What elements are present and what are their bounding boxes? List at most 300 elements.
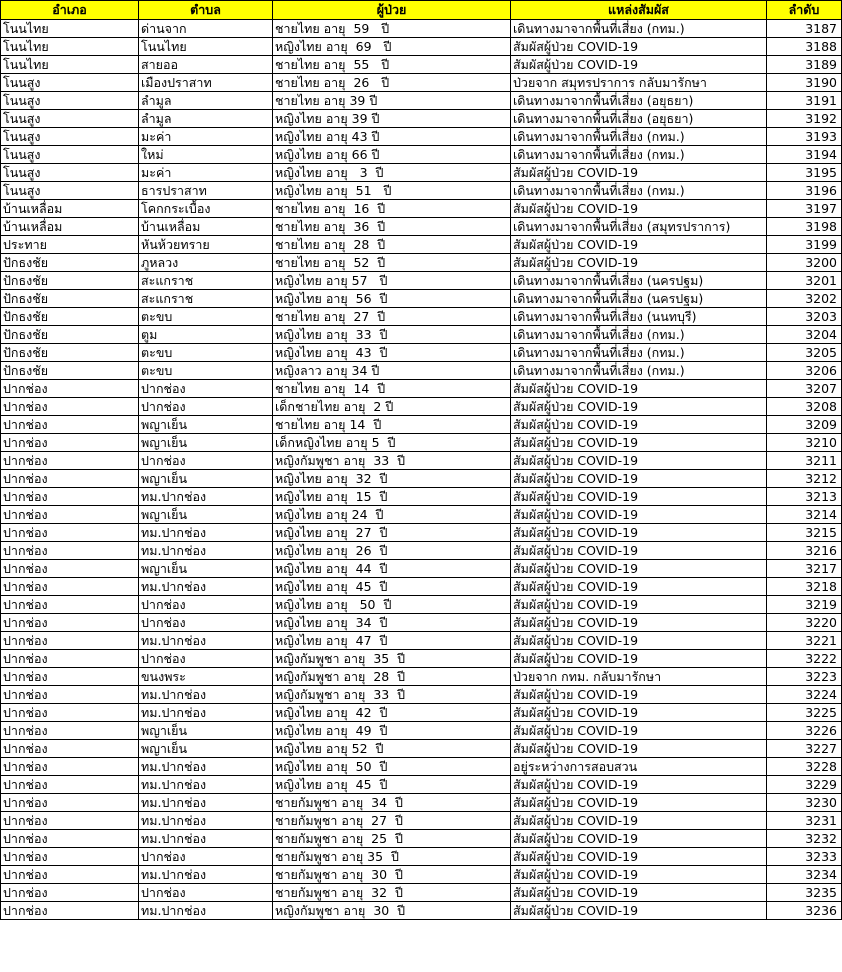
header-row	[1, 1, 842, 20]
case-number-cell: 3222	[767, 650, 842, 668]
exposure-source-cell: สัมผัสผู้ป่วย COVID-19	[511, 254, 767, 272]
exposure-source-cell: สัมผัสผู้ป่วย COVID-19	[511, 740, 767, 758]
table-row	[1, 830, 842, 848]
table-row	[1, 182, 842, 200]
subdistrict-cell: ตะขบ	[139, 308, 273, 326]
case-number-cell: 3227	[767, 740, 842, 758]
exposure-source-cell: สัมผัสผู้ป่วย COVID-19	[511, 812, 767, 830]
table-row	[1, 308, 842, 326]
district-cell: ปักธงชัย	[1, 308, 139, 326]
subdistrict-cell: พญาเย็น	[139, 722, 273, 740]
patient-cell: หญิงไทย อายุ 52 ปี	[273, 740, 511, 758]
table-row	[1, 452, 842, 470]
subdistrict-cell: โคกกระเบื้อง	[139, 200, 273, 218]
patient-cell: ชายไทย อายุ 14 ปี	[273, 380, 511, 398]
case-number-cell: 3235	[767, 884, 842, 902]
case-number-cell: 3229	[767, 776, 842, 794]
patient-cell: หญิงไทย อายุ 45 ปี	[273, 578, 511, 596]
patient-cell: ชายไทย อายุ 59 ปี	[273, 20, 511, 38]
district-cell: ปากช่อง	[1, 380, 139, 398]
district-cell: โนนสูง	[1, 146, 139, 164]
subdistrict-cell: ทม.ปากช่อง	[139, 524, 273, 542]
patient-cell: หญิงไทย อายุ 66 ปี	[273, 146, 511, 164]
table-row	[1, 344, 842, 362]
exposure-source-cell: สัมผัสผู้ป่วย COVID-19	[511, 434, 767, 452]
district-cell: ปากช่อง	[1, 704, 139, 722]
exposure-source-cell: เดินทางมาจากพื้นที่เสี่ยง (สมุทรปราการ)	[511, 218, 767, 236]
case-number-cell: 3191	[767, 92, 842, 110]
subdistrict-cell: พญาเย็น	[139, 560, 273, 578]
district-cell: ปักธงชัย	[1, 344, 139, 362]
case-number-cell: 3201	[767, 272, 842, 290]
subdistrict-cell: ปากช่อง	[139, 650, 273, 668]
district-cell: ปากช่อง	[1, 488, 139, 506]
case-number-cell: 3193	[767, 128, 842, 146]
exposure-source-cell: สัมผัสผู้ป่วย COVID-19	[511, 830, 767, 848]
case-number-cell: 3196	[767, 182, 842, 200]
table-row	[1, 254, 842, 272]
exposure-source-cell: เดินทางมาจากพื้นที่เสี่ยง (นครปฐม)	[511, 290, 767, 308]
district-cell: ปากช่อง	[1, 866, 139, 884]
exposure-source-cell: สัมผัสผู้ป่วย COVID-19	[511, 866, 767, 884]
patient-cell: หญิงไทย อายุ 32 ปี	[273, 470, 511, 488]
table-row	[1, 398, 842, 416]
district-cell: โนนสูง	[1, 182, 139, 200]
table-row	[1, 236, 842, 254]
subdistrict-cell: ใหม่	[139, 146, 273, 164]
exposure-source-cell: เดินทางมาจากพื้นที่เสี่ยง (กทม.)	[511, 146, 767, 164]
case-number-cell: 3231	[767, 812, 842, 830]
subdistrict-cell: ตะขบ	[139, 362, 273, 380]
table-row	[1, 542, 842, 560]
district-cell: บ้านเหลื่อม	[1, 218, 139, 236]
table-row	[1, 686, 842, 704]
patient-cell: ชายไทย อายุ 14 ปี	[273, 416, 511, 434]
table-row	[1, 470, 842, 488]
table-body	[1, 20, 842, 920]
table-row	[1, 416, 842, 434]
subdistrict-cell: พญาเย็น	[139, 470, 273, 488]
subdistrict-cell: ปากช่อง	[139, 380, 273, 398]
patient-cell: ชายกัมพูชา อายุ 27 ปี	[273, 812, 511, 830]
patient-cell: หญิงไทย อายุ 34 ปี	[273, 614, 511, 632]
district-cell: โนนไทย	[1, 56, 139, 74]
subdistrict-cell: ขนงพระ	[139, 668, 273, 686]
patient-cell: ชายไทย อายุ 52 ปี	[273, 254, 511, 272]
patient-cell: ชายไทย อายุ 39 ปี	[273, 92, 511, 110]
district-cell: บ้านเหลื่อม	[1, 200, 139, 218]
case-number-cell: 3216	[767, 542, 842, 560]
case-number-cell: 3195	[767, 164, 842, 182]
district-cell: โนนสูง	[1, 164, 139, 182]
table-row	[1, 776, 842, 794]
case-number-cell: 3223	[767, 668, 842, 686]
subdistrict-cell: ปากช่อง	[139, 398, 273, 416]
subdistrict-cell: ปากช่อง	[139, 596, 273, 614]
patient-cell: หญิงไทย อายุ 51 ปี	[273, 182, 511, 200]
district-cell: ปากช่อง	[1, 686, 139, 704]
case-number-cell: 3212	[767, 470, 842, 488]
patient-cell: หญิงกัมพูชา อายุ 33 ปี	[273, 452, 511, 470]
exposure-source-cell: สัมผัสผู้ป่วย COVID-19	[511, 164, 767, 182]
table-row	[1, 650, 842, 668]
subdistrict-cell: ทม.ปากช่อง	[139, 830, 273, 848]
patient-cell: ชายไทย อายุ 26 ปี	[273, 74, 511, 92]
district-cell: โนนสูง	[1, 74, 139, 92]
exposure-source-cell: เดินทางมาจากพื้นที่เสี่ยง (อยุธยา)	[511, 110, 767, 128]
exposure-source-cell: สัมผัสผู้ป่วย COVID-19	[511, 614, 767, 632]
district-cell: ปากช่อง	[1, 812, 139, 830]
table-row	[1, 146, 842, 164]
patient-cell: หญิงกัมพูชา อายุ 33 ปี	[273, 686, 511, 704]
district-cell: ปากช่อง	[1, 848, 139, 866]
table-row	[1, 326, 842, 344]
district-cell: โนนสูง	[1, 128, 139, 146]
patient-cell: ชายกัมพูชา อายุ 34 ปี	[273, 794, 511, 812]
table-row	[1, 632, 842, 650]
exposure-source-cell: สัมผัสผู้ป่วย COVID-19	[511, 236, 767, 254]
table-row	[1, 74, 842, 92]
exposure-source-cell: สัมผัสผู้ป่วย COVID-19	[511, 722, 767, 740]
case-number-cell: 3224	[767, 686, 842, 704]
exposure-source-cell: เดินทางมาจากพื้นที่เสี่ยง (นนทบุรี)	[511, 308, 767, 326]
exposure-source-cell: สัมผัสผู้ป่วย COVID-19	[511, 56, 767, 74]
subdistrict-cell: ด่านจาก	[139, 20, 273, 38]
case-number-cell: 3228	[767, 758, 842, 776]
subdistrict-cell: พญาเย็น	[139, 506, 273, 524]
subdistrict-cell: ธารปราสาท	[139, 182, 273, 200]
district-cell: ปากช่อง	[1, 452, 139, 470]
patient-cell: หญิงไทย อายุ 49 ปี	[273, 722, 511, 740]
case-number-cell: 3211	[767, 452, 842, 470]
case-number-cell: 3188	[767, 38, 842, 56]
exposure-source-cell: สัมผัสผู้ป่วย COVID-19	[511, 38, 767, 56]
district-cell: ปากช่อง	[1, 776, 139, 794]
table-row	[1, 164, 842, 182]
district-cell: ปักธงชัย	[1, 254, 139, 272]
exposure-source-cell: เดินทางมาจากพื้นที่เสี่ยง (กทม.)	[511, 182, 767, 200]
case-number-cell: 3217	[767, 560, 842, 578]
exposure-source-cell: สัมผัสผู้ป่วย COVID-19	[511, 416, 767, 434]
exposure-source-cell: สัมผัสผู้ป่วย COVID-19	[511, 686, 767, 704]
table-row	[1, 362, 842, 380]
exposure-source-cell: สัมผัสผู้ป่วย COVID-19	[511, 884, 767, 902]
patient-cell: ชายกัมพูชา อายุ 32 ปี	[273, 884, 511, 902]
patient-cell: ชายกัมพูชา อายุ 25 ปี	[273, 830, 511, 848]
district-cell: ปากช่อง	[1, 470, 139, 488]
exposure-source-cell: สัมผัสผู้ป่วย COVID-19	[511, 560, 767, 578]
table-row	[1, 200, 842, 218]
table-row	[1, 110, 842, 128]
district-cell: ปากช่อง	[1, 830, 139, 848]
table-row	[1, 506, 842, 524]
case-number-cell: 3230	[767, 794, 842, 812]
district-cell: ปักธงชัย	[1, 290, 139, 308]
header-exposure-source: แหล่งสัมผัส	[511, 1, 767, 20]
subdistrict-cell: ลำมูล	[139, 110, 273, 128]
exposure-source-cell: สัมผัสผู้ป่วย COVID-19	[511, 902, 767, 920]
subdistrict-cell: หันห้วยทราย	[139, 236, 273, 254]
patient-cell: หญิงไทย อายุ 24 ปี	[273, 506, 511, 524]
table-row	[1, 740, 842, 758]
table-row	[1, 56, 842, 74]
table-row	[1, 272, 842, 290]
table-row	[1, 722, 842, 740]
patient-cell: หญิงไทย อายุ 45 ปี	[273, 776, 511, 794]
subdistrict-cell: ทม.ปากช่อง	[139, 704, 273, 722]
exposure-source-cell: สัมผัสผู้ป่วย COVID-19	[511, 848, 767, 866]
case-number-cell: 3214	[767, 506, 842, 524]
case-number-cell: 3220	[767, 614, 842, 632]
patient-cell: หญิงไทย อายุ 50 ปี	[273, 596, 511, 614]
patient-cell: หญิงกัมพูชา อายุ 28 ปี	[273, 668, 511, 686]
district-cell: ประทาย	[1, 236, 139, 254]
case-number-cell: 3219	[767, 596, 842, 614]
district-cell: ปักธงชัย	[1, 326, 139, 344]
district-cell: ปากช่อง	[1, 632, 139, 650]
patient-cell: หญิงกัมพูชา อายุ 35 ปี	[273, 650, 511, 668]
case-number-cell: 3221	[767, 632, 842, 650]
case-number-cell: 3189	[767, 56, 842, 74]
district-cell: ปักธงชัย	[1, 362, 139, 380]
case-number-cell: 3204	[767, 326, 842, 344]
district-cell: ปากช่อง	[1, 578, 139, 596]
patient-cell: หญิงไทย อายุ 42 ปี	[273, 704, 511, 722]
case-number-cell: 3198	[767, 218, 842, 236]
header-patient: ผู้ป่วย	[273, 1, 511, 20]
table-row	[1, 578, 842, 596]
district-cell: โนนไทย	[1, 38, 139, 56]
district-cell: ปากช่อง	[1, 596, 139, 614]
subdistrict-cell: ทม.ปากช่อง	[139, 542, 273, 560]
exposure-source-cell: สัมผัสผู้ป่วย COVID-19	[511, 632, 767, 650]
subdistrict-cell: โนนไทย	[139, 38, 273, 56]
table-row	[1, 92, 842, 110]
exposure-source-cell: เดินทางมาจากพื้นที่เสี่ยง (กทม.)	[511, 344, 767, 362]
exposure-source-cell: เดินทางมาจากพื้นที่เสี่ยง (กทม.)	[511, 20, 767, 38]
exposure-source-cell: ป่วยจาก กทม. กลับมารักษา	[511, 668, 767, 686]
district-cell: ปากช่อง	[1, 524, 139, 542]
case-number-cell: 3194	[767, 146, 842, 164]
subdistrict-cell: ทม.ปากช่อง	[139, 794, 273, 812]
patient-cell: หญิงลาว อายุ 34 ปี	[273, 362, 511, 380]
subdistrict-cell: มะค่า	[139, 164, 273, 182]
patient-cell: หญิงไทย อายุ 15 ปี	[273, 488, 511, 506]
district-cell: ปากช่อง	[1, 416, 139, 434]
district-cell: ปากช่อง	[1, 668, 139, 686]
patient-cell: หญิงไทย อายุ 69 ปี	[273, 38, 511, 56]
table-row	[1, 902, 842, 920]
subdistrict-cell: ลำมูล	[139, 92, 273, 110]
case-number-cell: 3190	[767, 74, 842, 92]
patient-cell: เด็กหญิงไทย อายุ 5 ปี	[273, 434, 511, 452]
case-number-cell: 3236	[767, 902, 842, 920]
case-number-cell: 3207	[767, 380, 842, 398]
exposure-source-cell: สัมผัสผู้ป่วย COVID-19	[511, 470, 767, 488]
case-number-cell: 3202	[767, 290, 842, 308]
subdistrict-cell: บ้านเหลื่อม	[139, 218, 273, 236]
patient-cell: หญิงไทย อายุ 3 ปี	[273, 164, 511, 182]
subdistrict-cell: ทม.ปากช่อง	[139, 776, 273, 794]
patient-cell: ชายกัมพูชา อายุ 35 ปี	[273, 848, 511, 866]
district-cell: โนนสูง	[1, 110, 139, 128]
case-number-cell: 3234	[767, 866, 842, 884]
exposure-source-cell: สัมผัสผู้ป่วย COVID-19	[511, 380, 767, 398]
exposure-source-cell: สัมผัสผู้ป่วย COVID-19	[511, 452, 767, 470]
subdistrict-cell: ทม.ปากช่อง	[139, 758, 273, 776]
district-cell: ปากช่อง	[1, 398, 139, 416]
table-row	[1, 38, 842, 56]
subdistrict-cell: สายออ	[139, 56, 273, 74]
case-number-cell: 3218	[767, 578, 842, 596]
district-cell: ปากช่อง	[1, 722, 139, 740]
exposure-source-cell: สัมผัสผู้ป่วย COVID-19	[511, 200, 767, 218]
table-row	[1, 704, 842, 722]
table-row	[1, 290, 842, 308]
table-row	[1, 596, 842, 614]
district-cell: ปากช่อง	[1, 434, 139, 452]
subdistrict-cell: ภูหลวง	[139, 254, 273, 272]
case-number-cell: 3213	[767, 488, 842, 506]
subdistrict-cell: ทม.ปากช่อง	[139, 488, 273, 506]
patient-cell: หญิงไทย อายุ 43 ปี	[273, 344, 511, 362]
table-row	[1, 812, 842, 830]
subdistrict-cell: พญาเย็น	[139, 740, 273, 758]
case-number-cell: 3225	[767, 704, 842, 722]
subdistrict-cell: ปากช่อง	[139, 452, 273, 470]
case-number-cell: 3210	[767, 434, 842, 452]
patient-cell: หญิงไทย อายุ 39 ปี	[273, 110, 511, 128]
subdistrict-cell: สะแกราช	[139, 290, 273, 308]
exposure-source-cell: เดินทางมาจากพื้นที่เสี่ยง (กทม.)	[511, 128, 767, 146]
subdistrict-cell: ทม.ปากช่อง	[139, 812, 273, 830]
subdistrict-cell: สะแกราช	[139, 272, 273, 290]
table-row	[1, 434, 842, 452]
subdistrict-cell: เมืองปราสาท	[139, 74, 273, 92]
header-subdistrict: ตำบล	[139, 1, 273, 20]
table-row	[1, 758, 842, 776]
table-row	[1, 488, 842, 506]
exposure-source-cell: เดินทางมาจากพื้นที่เสี่ยง (นครปฐม)	[511, 272, 767, 290]
case-number-cell: 3233	[767, 848, 842, 866]
table-row	[1, 218, 842, 236]
subdistrict-cell: ปากช่อง	[139, 614, 273, 632]
table-row	[1, 848, 842, 866]
case-number-cell: 3192	[767, 110, 842, 128]
district-cell: ปากช่อง	[1, 614, 139, 632]
header-district: อำเภอ	[1, 1, 139, 20]
case-number-cell: 3197	[767, 200, 842, 218]
subdistrict-cell: ตะขบ	[139, 344, 273, 362]
case-number-cell: 3208	[767, 398, 842, 416]
district-cell: ปากช่อง	[1, 560, 139, 578]
subdistrict-cell: ทม.ปากช่อง	[139, 686, 273, 704]
district-cell: ปากช่อง	[1, 506, 139, 524]
patient-cell: ชายไทย อายุ 55 ปี	[273, 56, 511, 74]
district-cell: โนนสูง	[1, 92, 139, 110]
patient-cell: หญิงไทย อายุ 50 ปี	[273, 758, 511, 776]
patient-cell: หญิงไทย อายุ 44 ปี	[273, 560, 511, 578]
patient-cell: หญิงไทย อายุ 57 ปี	[273, 272, 511, 290]
header-case-number: ลำดับ	[767, 1, 842, 20]
patient-cell: ชายกัมพูชา อายุ 30 ปี	[273, 866, 511, 884]
table-row	[1, 794, 842, 812]
exposure-source-cell: อยู่ระหว่างการสอบสวน	[511, 758, 767, 776]
table-header	[1, 1, 842, 20]
subdistrict-cell: ทม.ปากช่อง	[139, 902, 273, 920]
table-row	[1, 128, 842, 146]
patient-cell: ชายไทย อายุ 28 ปี	[273, 236, 511, 254]
subdistrict-cell: ปากช่อง	[139, 848, 273, 866]
table-row	[1, 866, 842, 884]
case-number-cell: 3199	[767, 236, 842, 254]
exposure-source-cell: สัมผัสผู้ป่วย COVID-19	[511, 794, 767, 812]
patient-cell: หญิงไทย อายุ 43 ปี	[273, 128, 511, 146]
district-cell: ปากช่อง	[1, 902, 139, 920]
district-cell: ปากช่อง	[1, 884, 139, 902]
exposure-source-cell: ป่วยจาก สมุทรปราการ กลับมารักษา	[511, 74, 767, 92]
exposure-source-cell: เดินทางมาจากพื้นที่เสี่ยง (กทม.)	[511, 326, 767, 344]
table-row	[1, 884, 842, 902]
case-number-cell: 3206	[767, 362, 842, 380]
subdistrict-cell: ทม.ปากช่อง	[139, 866, 273, 884]
case-number-cell: 3215	[767, 524, 842, 542]
exposure-source-cell: สัมผัสผู้ป่วย COVID-19	[511, 578, 767, 596]
table-row	[1, 560, 842, 578]
table-row	[1, 668, 842, 686]
exposure-source-cell: เดินทางมาจากพื้นที่เสี่ยง (อยุธยา)	[511, 92, 767, 110]
subdistrict-cell: ปากช่อง	[139, 884, 273, 902]
exposure-source-cell: สัมผัสผู้ป่วย COVID-19	[511, 542, 767, 560]
exposure-source-cell: สัมผัสผู้ป่วย COVID-19	[511, 506, 767, 524]
case-number-cell: 3226	[767, 722, 842, 740]
table-row	[1, 380, 842, 398]
subdistrict-cell: พญาเย็น	[139, 416, 273, 434]
subdistrict-cell: ทม.ปากช่อง	[139, 578, 273, 596]
district-cell: ปากช่อง	[1, 794, 139, 812]
exposure-source-cell: สัมผัสผู้ป่วย COVID-19	[511, 524, 767, 542]
patient-cell: ชายไทย อายุ 16 ปี	[273, 200, 511, 218]
patient-cell: หญิงไทย อายุ 47 ปี	[273, 632, 511, 650]
exposure-source-cell: สัมผัสผู้ป่วย COVID-19	[511, 398, 767, 416]
exposure-source-cell: สัมผัสผู้ป่วย COVID-19	[511, 596, 767, 614]
case-number-cell: 3187	[767, 20, 842, 38]
district-cell: ปักธงชัย	[1, 272, 139, 290]
district-cell: ปากช่อง	[1, 542, 139, 560]
exposure-source-cell: สัมผัสผู้ป่วย COVID-19	[511, 488, 767, 506]
patient-cell: หญิงไทย อายุ 26 ปี	[273, 542, 511, 560]
district-cell: โนนไทย	[1, 20, 139, 38]
case-number-cell: 3232	[767, 830, 842, 848]
district-cell: ปากช่อง	[1, 740, 139, 758]
table-row	[1, 524, 842, 542]
exposure-source-cell: สัมผัสผู้ป่วย COVID-19	[511, 704, 767, 722]
district-cell: ปากช่อง	[1, 650, 139, 668]
patient-cell: หญิงไทย อายุ 27 ปี	[273, 524, 511, 542]
patient-cell: เด็กชายไทย อายุ 2 ปี	[273, 398, 511, 416]
patient-cell: หญิงไทย อายุ 33 ปี	[273, 326, 511, 344]
district-cell: ปากช่อง	[1, 758, 139, 776]
exposure-source-cell: เดินทางมาจากพื้นที่เสี่ยง (กทม.)	[511, 362, 767, 380]
patient-cell: หญิงไทย อายุ 56 ปี	[273, 290, 511, 308]
subdistrict-cell: ตูม	[139, 326, 273, 344]
subdistrict-cell: พญาเย็น	[139, 434, 273, 452]
subdistrict-cell: ทม.ปากช่อง	[139, 632, 273, 650]
patient-cell: ชายไทย อายุ 27 ปี	[273, 308, 511, 326]
table-row	[1, 614, 842, 632]
case-number-cell: 3209	[767, 416, 842, 434]
exposure-source-cell: สัมผัสผู้ป่วย COVID-19	[511, 650, 767, 668]
